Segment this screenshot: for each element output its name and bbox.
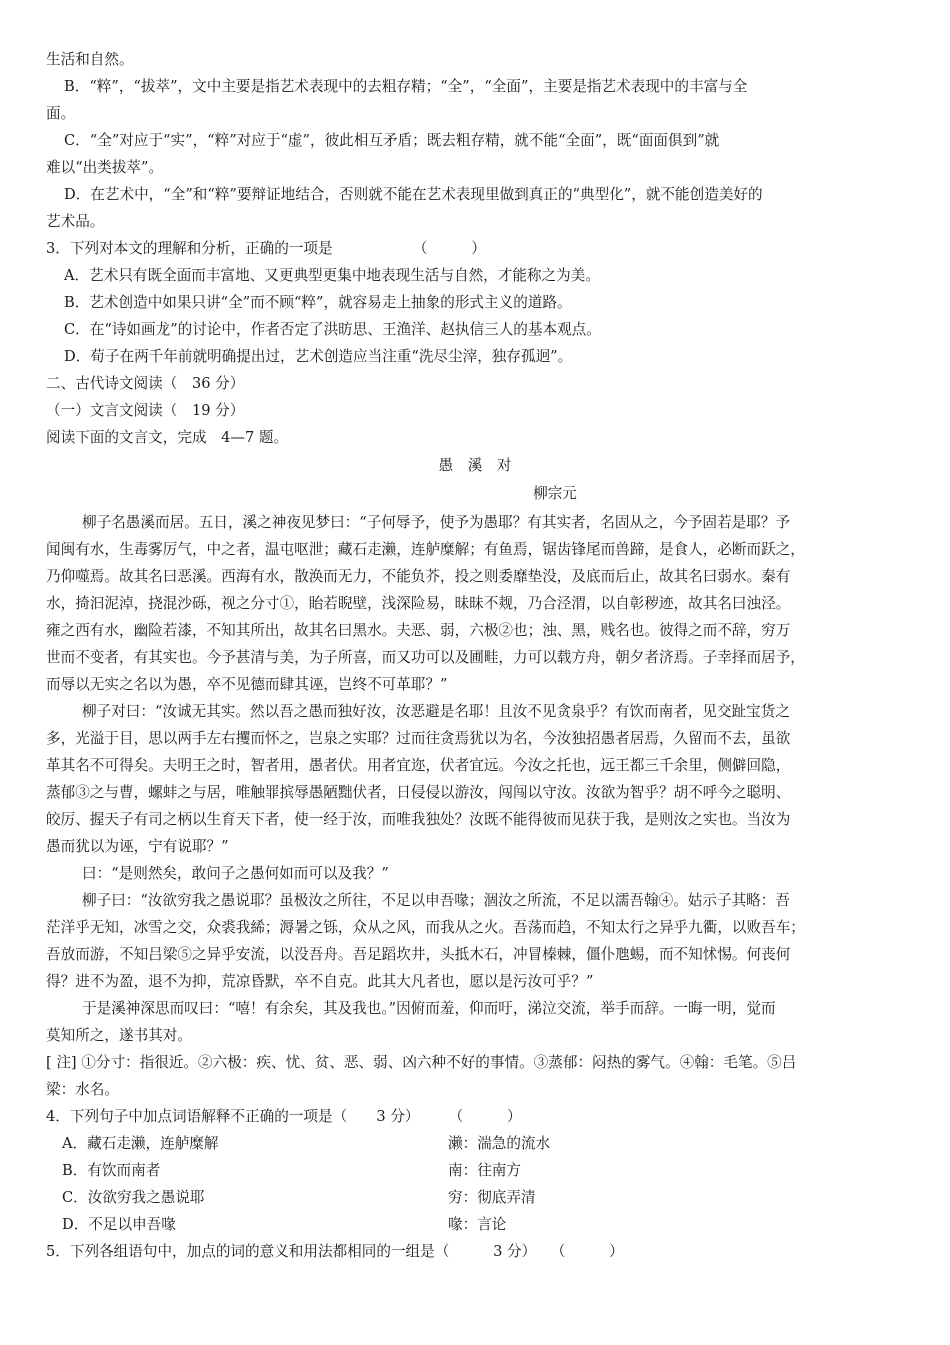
passage-line: 世而不变者，有其实也。今予甚清与美，为子所喜，而又功可以及圃畦，力可以载方舟，朝夕者济焉。子幸择而居予， (46, 649, 805, 666)
instruction-line: 阅读下面的文言文，完成 4—7 题。 (46, 429, 289, 446)
q4-option-b-gloss: 南：往南方 (448, 1162, 521, 1179)
passage-line: 蒸郁③之与曹，螺蚌之与居，唯触罪摈辱愚陋黜伏者，日侵侵以游汝，闯闯以守汝。汝欲为智乎？胡不呼今之聪明、 (46, 784, 791, 801)
passage-line: 于是溪神深思而叹曰：“嘻！有余矣，其及我也。”因俯而羞，仰而吁，涕泣交流，举手而辞。一晦一明，觉而 (82, 1000, 776, 1017)
passage-line: 愚而犹以为诬，宁有说耶？” (46, 838, 229, 855)
q4-option-d: D．不足以申吾喙 (62, 1216, 176, 1233)
option-c-line: C．“全”对应于“实”，“粹”对应于“虚”，彼此相互矛盾；既去粗存精，就不能“全面”，既“面面俱到”就 (64, 132, 720, 149)
q3-option-c: C．在“诗如画龙”的讨论中，作者否定了洪昉思、王渔洋、赵执信三人的基本观点。 (64, 321, 601, 338)
passage-line: 柳子对曰：“汝诚无其实。然以吾之愚而独好汝，汝恶避是名耶！且汝不见贪泉乎？有饮而南者，见交趾宝货之 (82, 703, 790, 720)
passage-title: 愚 溪 对 (438, 457, 512, 474)
passage-line: 曰：“是则然矣，敢问子之愚何如而可以及我？” (82, 865, 389, 882)
question-5: 5．下列各组语句中，加点的词的意义和用法都相同的一组是（ 3 分） （ ） (46, 1243, 624, 1260)
passage-line: 吾放而游，不知吕梁⑤之异乎安流，以没吾舟。吾足蹈坎井，头抵木石，冲冒榛棘，僵仆虺蜴，而不知怵惕。何丧何 (46, 946, 791, 963)
passage-line: 柳子曰：“汝欲穷我之愚说耶？虽极汝之所往，不足以申吾喙；涸汝之所流，不足以濡吾翰④。姑示子其略：吾 (82, 892, 790, 909)
q3-option-b: B．艺术创造中如果只讲“全”而不顾“粹”，就容易走上抽象的形式主义的道路。 (64, 294, 572, 311)
q3-option-d: D．荀子在两千年前就明确提出过，艺术创造应当注重“洗尽尘滓，独存孤迥”。 (64, 348, 573, 365)
q3-option-a: A．艺术只有既全面而丰富地、又更典型更集中地表现生活与自然，才能称之为美。 (64, 267, 600, 284)
passage-line: 皎厉、握天子有司之柄以生育天下者，使一经于汝，而唯我独处？汝既不能得彼而见获于我，是则汝之实也。当汝为 (46, 811, 791, 828)
section-heading: 二、古代诗文阅读（ 36 分） (46, 375, 245, 392)
passage-line: 雍之西有水，幽险若漆，不知其所出，故其名曰黑水。夫恶、弱，六极②也；浊、黑，贱名也。彼得之而不辞，穷万 (46, 622, 791, 639)
footnote-line: 梁：水名。 (46, 1081, 119, 1098)
passage-line: 革其名不可得矣。夫明王之时，智者用，愚者伏。用者宜迩，伏者宜远。今汝之托也，远王都三千余里，侧僻回隐， (46, 757, 791, 774)
q4-option-c-gloss: 穷：彻底弄清 (448, 1189, 536, 1206)
text-line: 艺术品。 (46, 213, 105, 230)
option-b-line: B．“粹”，“拔萃”，文中主要是指艺术表现中的去粗存精；“全”，“全面”，主要是指艺术表现中的丰富与全 (64, 78, 748, 95)
footnote-line: [ 注] ①分寸：指很近。②六极：疾、忧、贫、恶、弱、凶六种不好的事情。③蒸郁：闷热的雾气。④翰：毛笔。⑤吕 (46, 1054, 797, 1071)
text-line: 难以“出类拔萃”。 (46, 159, 164, 176)
passage-line: 多，光溢于目，思以两手左右攫而怀之，岂泉之实耶？过而往贪焉犹以为名，今汝独招愚者居焉，久留而不去，虽欲 (46, 730, 791, 747)
q4-option-b: B．有饮而南者 (62, 1162, 161, 1179)
question-4: 4．下列句子中加点词语解释不正确的一项是（ 3 分） （ ） (46, 1108, 522, 1125)
question-3: 3．下列对本文的理解和分析，正确的一项是 （ ） (46, 240, 486, 257)
passage-line: 水，掎汩泥淖，挠混沙砾，视之分寸①，眙若睨壁，浅深险易，昧昧不觌，乃合泾渭，以自彰秽迹，故其名曰浊泾。 (46, 595, 791, 612)
passage-line: 而辱以无实之名以为愚，卒不见德而肆其诬，岂终不可革耶？” (46, 676, 448, 693)
text-line: 面。 (46, 105, 76, 122)
q4-option-a-gloss: 濑：湍急的流水 (448, 1135, 551, 1152)
passage-line: 莫知所之，遂书其对。 (46, 1027, 192, 1044)
subsection-heading: （一）文言文阅读（ 19 分） (46, 402, 245, 419)
q4-option-a: A．藏石走濑，连舻糜解 (62, 1135, 219, 1152)
q4-option-d-gloss: 喙：言论 (448, 1216, 507, 1233)
text-line: 生活和自然。 (46, 51, 134, 68)
passage-line: 闻闽有水，生毒雾厉气，中之者，温屯呕泄；藏石走濑，连舻糜解；有鱼焉，锯齿锋尾而兽蹄，是食人，必断而跃之， (46, 541, 805, 558)
passage-line: 乃仰噬焉。故其名曰恶溪。西海有水，散涣而无力，不能负芥，投之则委靡垫没，及底而后止，故其名曰弱水。秦有 (46, 568, 791, 585)
passage-line: 柳子名愚溪而居。五日，溪之神夜见梦曰：“子何辱予，使予为愚耶？有其实者，名固从之，今予固若是耶？予 (82, 514, 790, 531)
option-d-line: D．在艺术中，“全”和“粹”要辩证地结合，否则就不能在艺术表现里做到真正的“典型化”，就不能创造美好的 (64, 186, 763, 203)
passage-line: 得？进不为盈，退不为抑，荒凉昏默，卒不自克。此其大凡者也，愿以是污汝可乎？” (46, 973, 594, 990)
passage-line: 茫洋乎无知，冰雪之交，众裘我絺；溽暑之铄，众从之风，而我从之火。吾荡而趋，不知太行之异乎九衢，以败吾车； (46, 919, 805, 936)
passage-author: 柳宗元 (533, 485, 577, 502)
q4-option-c: C．汝欲穷我之愚说耶 (62, 1189, 205, 1206)
